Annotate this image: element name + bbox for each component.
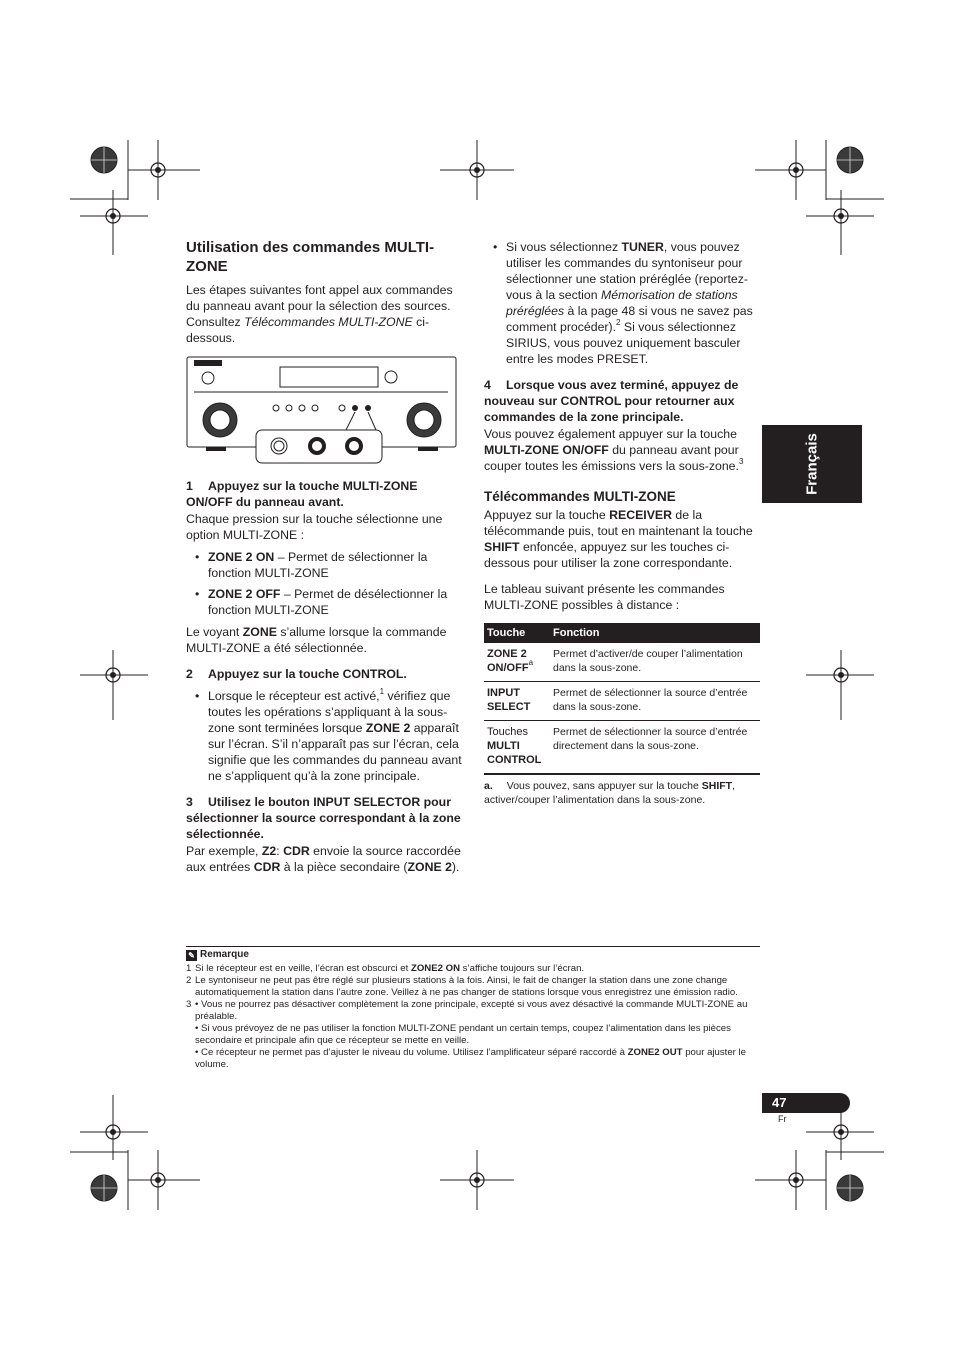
list-item: • ZONE 2 ON – Permet de sélectionner la fonction MULTI-ZONE [208, 549, 462, 581]
section-heading: Utilisation des commandes MULTI-ZONE [186, 239, 435, 275]
right-column [484, 239, 760, 807]
note-3b: • Si vous prévoyez de ne pas utiliser la fonction MULTI-ZONE pendant un certain temps, coupez l’alimentation dans les pièces secondaire et principale afin que ce récepteur se mette en veille. [195, 1023, 731, 1046]
remote-paragraph-2: Le tableau suivant présente les commandes MULTI-ZONE possibles à distance : [484, 582, 725, 612]
step-4-title: 4 Lorsque vous avez terminé, appuyez de nouveau sur CONTROL pour retourner aux commandes de la zone principale. [484, 378, 739, 424]
note-icon: ✎ [186, 950, 197, 961]
language-tab: Français [762, 425, 862, 503]
front-panel-illustration [186, 356, 458, 464]
step-2-bullets [186, 688, 462, 784]
left-column [186, 238, 462, 879]
note-1: 1 Si le récepteur est en veille, l’écran est obscurci et ZONE2 ON s’affiche toujours sur l’écran. [186, 963, 585, 974]
step-1-after: Le voyant ZONE s’allume lorsque la commande MULTI-ZONE a été sélectionnée. [186, 625, 447, 655]
table-footnote: a. Vous pouvez, sans appuyer sur la touche SHIFT, activer/couper l’alimentation dans la sous-zone. [484, 780, 735, 806]
table-header: Touche [484, 623, 550, 643]
step-2-title: 2 Appuyez sur la touche CONTROL. [186, 667, 407, 681]
step-3-title: 3 Utilisez le bouton INPUT SELECTOR pour sélectionner la source correspondant à la zone sélectionnée. [186, 795, 461, 841]
list-item: • Lorsque le récepteur est activé,$^1$ vérifiez que toutes les opérations s’appliquant à la sous-zone sont terminées lorsque ZONE 2 apparaît sur l’écran. S’il n’apparaît pas sur l’écran, cela signifie que les commandes du panneau avant ne s’appliquent qu’à la zone principale. [208, 688, 462, 784]
note-2: 2 Le syntoniseur ne peut pas être réglé sur plusieurs stations à la fois. Ainsi, le fait de changer la station dans une zone change automatiquement la station dans l’autre zone. Veillez à ne pas changer de stations lorsque vous enregistrez une émission radio. [186, 975, 738, 998]
step-1-bullets [186, 549, 462, 618]
note-3c: • Ce récepteur ne permet pas d’ajuster le niveau du volume. Utilisez l’amplificateur séparé raccordé à ZONE2 OUT pour ajuster le volume. [195, 1047, 746, 1070]
step-3-text: Par exemple, Z2: CDR envoie la source raccordée aux entrées CDR à la pièce secondaire (ZONE 2). [186, 844, 461, 874]
list-item: • Si vous sélectionnez TUNER, vous pouvez utiliser les commandes du syntoniseur pour sélectionner une station préréglée (reportez-vous à la section Mémorisation de stations préréglées à la page 48 si vous ne savez pas comment procéder).$^2$ Si vous sélectionnez SIRIUS, vous pouvez uniquement basculer entre les modes PRESET. [506, 239, 760, 367]
page-number: 47 [762, 1093, 850, 1113]
remote-heading: Télécommandes MULTI-ZONE [484, 489, 676, 504]
table-row: Touches MULTI CONTROL Permet de sélectionner la source d’entrée directement dans la sous-zone. [484, 721, 760, 775]
table-row: ZONE 2 ON/OFF$^a$ Permet d’activer/de couper l’alimentation dans la sous-zone. [484, 643, 760, 682]
table-row: INPUT SELECT Permet de sélectionner la source d’entrée dans la sous-zone. [484, 682, 760, 721]
page-language: Fr [778, 1114, 787, 1124]
step-4-text: Vous pouvez également appuyer sur la touche MULTI-ZONE ON/OFF du panneau avant pour couper toutes les émissions vers la sous-zone.$^3$ [484, 427, 744, 473]
list-item: • ZONE 2 OFF – Permet de désélectionner la fonction MULTI-ZONE [208, 586, 462, 618]
step-1-title: 1 Appuyez sur la touche MULTI-ZONE ON/OFF du panneau avant. [186, 479, 418, 509]
remarks-section [186, 946, 760, 1071]
step-1-text: Chaque pression sur la touche sélectionne une option MULTI-ZONE : [186, 512, 443, 542]
intro-paragraph: Les étapes suivantes font appel aux commandes du panneau avant pour la sélection des sources. Consultez Télécommandes MULTI-ZONE ci-dessous. [186, 283, 453, 345]
table-header: Fonction [550, 623, 760, 643]
note-3: 3 • Vous ne pourrez pas désactiver complètement la zone principale, excepté si vous avez désactivé la commande MULTI-ZONE au préalable. [186, 999, 748, 1022]
remote-commands-table [484, 623, 760, 775]
remote-paragraph-1: Appuyez sur la touche RECEIVER de la télécommande puis, tout en maintenant la touche SHIFT enfoncée, appuyez sur les touches ci-dessous pour utiliser la zone correspondante. [484, 508, 753, 570]
tuner-bullet [484, 239, 760, 367]
remarks-title: ✎ Remarque [186, 949, 760, 961]
